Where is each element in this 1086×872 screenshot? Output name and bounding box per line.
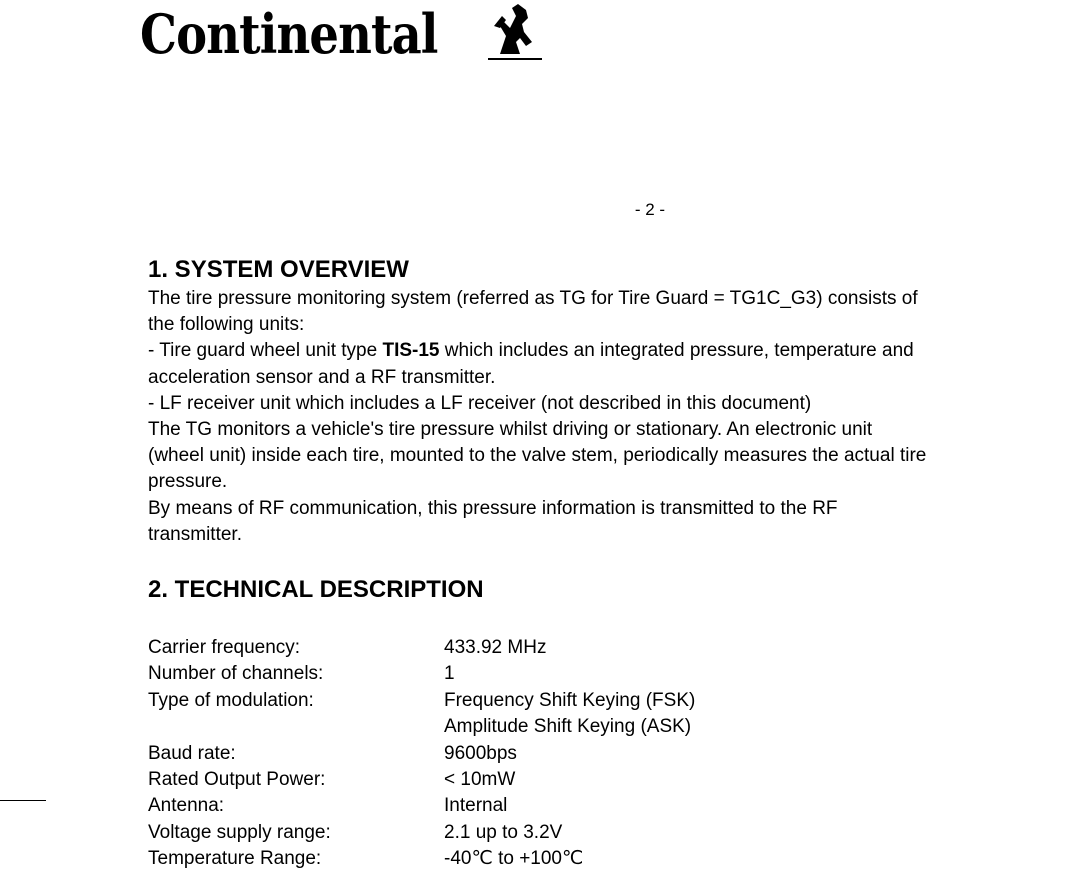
overview-line: (wheel unit) inside each tire, mounted to the valve stem, periodically measures the actual tire (148, 445, 927, 467)
margin-rule (0, 800, 46, 801)
wheel-unit-prefix: - Tire guard wheel unit type (148, 340, 383, 362)
spec-value: < 10mW (444, 769, 516, 791)
rearing-horse-icon (486, 2, 542, 62)
spec-row (148, 661, 844, 687)
overview-line: The tire pressure monitoring system (referred as TG for Tire Guard = TG1C_G3) consists of (148, 288, 918, 309)
spec-row (148, 714, 844, 740)
overview-line: The TG monitors a vehicle's tire pressure whilst driving or stationary. An electronic unit (148, 419, 873, 441)
spec-value: Frequency Shift Keying (FSK) (444, 689, 696, 711)
overview-line-wheel-unit (148, 338, 1086, 364)
spec-value: 2.1 up to 3.2V (444, 821, 563, 843)
spec-value: 433.92 MHz (444, 637, 547, 658)
spec-label: Type of modulation: (148, 689, 314, 711)
overview-line: transmitter. (148, 523, 242, 545)
spec-label: Rated Output Power: (148, 769, 326, 791)
overview-line: pressure. (148, 471, 228, 493)
wheel-unit-suffix: which includes an integrated pressure, temperature and (439, 340, 914, 362)
section-heading-system-overview: 1. SYSTEM OVERVIEW (148, 256, 409, 283)
overview-line: By means of RF communication, this pressure information is transmitted to the RF (148, 497, 838, 519)
spec-row (148, 820, 844, 846)
overview-line: acceleration sensor and a RF transmitter. (148, 366, 496, 388)
spec-label: Temperature Range: (148, 848, 322, 870)
spec-label: Antenna: (148, 795, 225, 817)
spec-value: Internal (444, 795, 508, 817)
spec-table (148, 635, 844, 872)
wheel-unit-type-code: TIS-15 (382, 340, 440, 362)
spec-row (148, 741, 844, 767)
spec-label: Voltage supply range: (148, 821, 331, 843)
spec-value: 1 (444, 663, 455, 685)
spec-value: Amplitude Shift Keying (ASK) (444, 716, 692, 738)
continental-logo (140, 0, 550, 80)
overview-line: - LF receiver unit which includes a LF receiver (not described in this document) (148, 392, 812, 414)
spec-label (148, 714, 444, 740)
spec-label: Baud rate: (148, 742, 236, 764)
spec-row (148, 688, 844, 714)
section-heading-technical-description: 2. TECHNICAL DESCRIPTION (148, 576, 484, 604)
spec-label: Carrier frequency: (148, 637, 301, 658)
spec-row (148, 635, 844, 661)
spec-row (148, 793, 844, 819)
logo-wordmark: Continental (140, 2, 438, 66)
spec-value: 9600bps (444, 742, 517, 764)
spec-row (148, 767, 844, 793)
overview-line: the following units: (148, 314, 305, 336)
document-body (148, 254, 1086, 606)
page-number: - 2 - (634, 200, 666, 219)
spec-value: -40℃ to +100℃ (444, 848, 584, 870)
spec-row (148, 846, 844, 872)
spec-label: Number of channels: (148, 663, 324, 685)
